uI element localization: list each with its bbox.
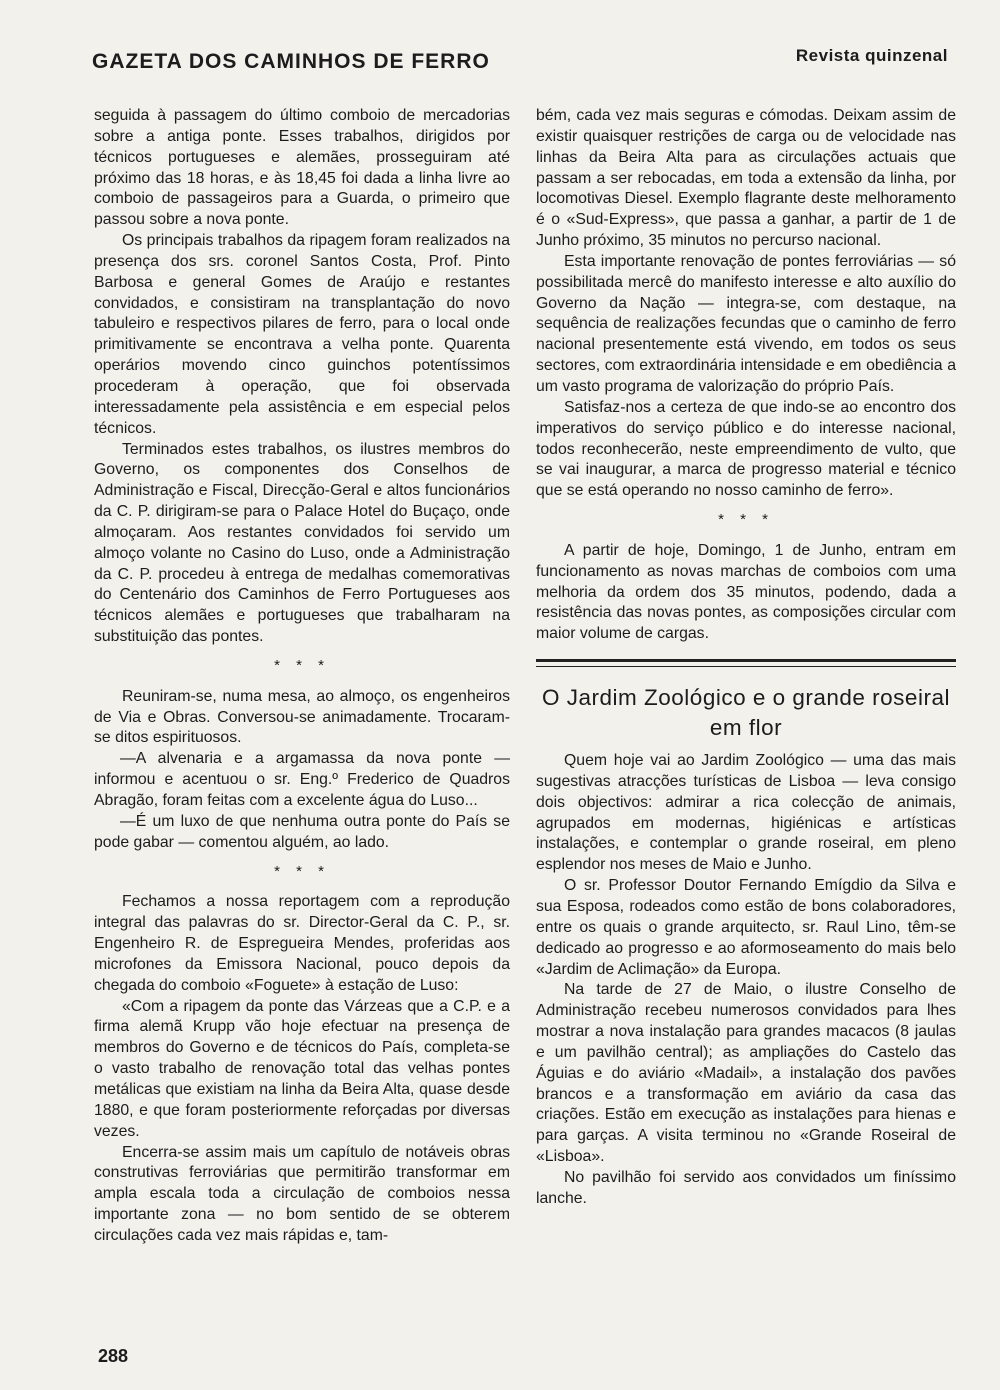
dialogue-line: —É um luxo de que nenhuma outra ponte do País se pode gabar — comentou alguém, ao lado. xyxy=(94,812,510,851)
section-separator: * * * xyxy=(274,656,330,674)
paragraph: A partir de hoje, Domingo, 1 de Junho, entram em funcionamento as novas marchas de comboios com uma melhoria da ordem dos 35 minutos, podendo, dada a resistência das novas pontes, as composições circular com maior volume de cargas. xyxy=(536,541,956,643)
left-column xyxy=(94,106,510,1247)
paragraph: seguida à passagem do último comboio de mercadorias sobre a antiga ponte. Esses trabalhos, dirigidos por técnicos portugueses e alemães, prosseguiram até próximo das 18 horas, e às 18,45 foi dada a linha livre ao comboio de passageiros para a Guarda, o primeiro que passou sobre a nova ponte. xyxy=(94,107,510,229)
section-rule xyxy=(536,659,956,667)
paragraph: Esta importante renovação de pontes ferroviárias — só possibilitada mercê do manifesto interesse e alto auxílio do Governo da Nação — integra-se, com destaque, na sequência de realizações fecundas que o caminho de ferro nacional presentemente está vivendo, em todos os seus sectores, com extraordinária intensidade e em obediência a um vasto programa de valorização do próprio País. xyxy=(536,252,956,395)
paragraph: Quem hoje vai ao Jardim Zoológico — uma das mais sugestivas atracções turísticas de Lisboa — leva consigo dois objectivos: admirar a rica colecção de animais, agrupados em modernas, higiénicas e artísticas instalações, e contemplar o grande roseiral, em pleno esplendor nos meses de Maio e Junho. xyxy=(536,752,956,874)
paragraph: Satisfaz-nos a certeza de que indo-se ao encontro dos imperativos do serviço público e do interesse nacional, todos reconhecerão, neste empreendimento de vulto, que se vai inaugurar, a marca de progresso material e técnico que se está operando no nosso caminho de ferro». xyxy=(536,398,956,500)
paragraph: Reuniram-se, numa mesa, ao almoço, os engenheiros de Via e Obras. Conversou-se animadamente. Trocaram-se ditos espirituosos. xyxy=(94,687,510,747)
paragraph: bém, cada vez mais seguras e cómodas. Deixam assim de existir quaisquer restrições de carga ou de velocidade nas linhas da Beira Alta para as circulações actuais que passam a ser rebocadas, em toda a extensão da linha, por locomotivas Diesel. Exemplo flagrante deste melhoramento é o «Sud-Express», que passa a ganhar, a partir de 1 de Junho próximo, 35 minutos no percurso nacional. xyxy=(536,107,956,250)
paragraph: Fechamos a nossa reportagem com a reprodução integral das palavras do sr. Director-Geral da C. P., sr. Engenheiro R. de Espregueira Mendes, proferidas aos microfones da Emissora Nacional, pouco depois da chegada do comboio «Foguete» à estação de Luso: xyxy=(94,893,510,994)
section-separator: * * * xyxy=(274,862,330,880)
section-separator: * * * xyxy=(718,511,774,529)
quoted-paragraph: «Com a ripagem da ponte das Várzeas que a C.P. e a firma alemã Krupp vão hoje efectuar na presença de membros do Governo e de técnicos do País, completa-se o vasto trabalho de renovação total das velhas pontes metálicas que existiam na linha da Beira Alta, quase desde 1880, e que foram posteriormente reforçadas por diversas vezes. xyxy=(94,997,510,1140)
quoted-paragraph: Encerra-se assim mais um capítulo de notáveis obras construtivas ferroviárias que permitirão transformar em ampla escala toda a circulação de comboios nessa importante zona — no bom sentido de se obterem circulações cada vez mais rápidas e, tam- xyxy=(94,1143,510,1244)
journal-subtitle: Revista quinzenal xyxy=(795,46,948,65)
journal-title: GAZETA DOS CAMINHOS DE FERRO xyxy=(92,50,490,73)
paragraph: Na tarde de 27 de Maio, o ilustre Conselho de Administração recebeu numerosos convidados para lhes mostrar a nova instalação para grandes macacos (8 jaulas e um pavilhão central); as ampliações do Castelo das Águias e do aviário «Madail», a instalação dos pavões brancos e a transformação em aviário da casa das criações. Estão em execução as instalações para hienas e para garças. A visita terminou no «Grande Roseiral de «Lisboa». xyxy=(536,981,956,1166)
paragraph: O sr. Professor Doutor Fernando Emígdio da Silva e sua Esposa, rodeados como estão de bons colaboradores, entre os quais o grande arquitecto, sr. Raul Lino, têm-se dedicado ao progresso e ao aformoseamento do mais belo «Jardim de Aclimação» da Europa. xyxy=(536,877,956,978)
dialogue-line: —A alvenaria e a argamassa da nova ponte — informou e acentuou o sr. Eng.º Frederico de Quadros Abragão, foram feitas com a excelente água do Luso... xyxy=(94,750,510,809)
paragraph: Terminados estes trabalhos, os ilustres membros do Governo, os componentes dos Conselhos de Administração e Fiscal, Direcção-Geral e altos funcionários da C. P. dirigiram-se para o Palace Hotel do Buçaço, onde almoçaram. Aos restantes convidados foi servido um almoço volante no Casino do Luso, onde a Administração da C. P. procedeu à entrega de medalhas comemorativas do Centenário dos Caminhos de Ferro Portugueses aos técnicos alemães e portugueses que trabalharam na substituição das pontes. xyxy=(94,440,510,646)
page-number: 288 xyxy=(98,1346,129,1366)
paragraph: Os principais trabalhos da ripagem foram realizados na presença dos srs. coronel Santos Costa, Prof. Pinto Barbosa e general Gomes de Araújo e restantes convidados, e consistiram na transplantação do novo tabuleiro e respectivos pilares de ferro, para o local onde primitivamente se encontrava a velha ponte. Quarenta operários movendo cinco guinchos potentíssimos procederam à operação, que foi observada interessadamente pela assistência e em especial pelos técnicos. xyxy=(94,232,510,437)
right-column xyxy=(536,106,956,1210)
paragraph: No pavilhão foi servido aos convidados um finíssimo lanche. xyxy=(536,1168,956,1207)
section-title: O Jardim Zoológico e o grande roseiral em flor xyxy=(542,685,950,741)
